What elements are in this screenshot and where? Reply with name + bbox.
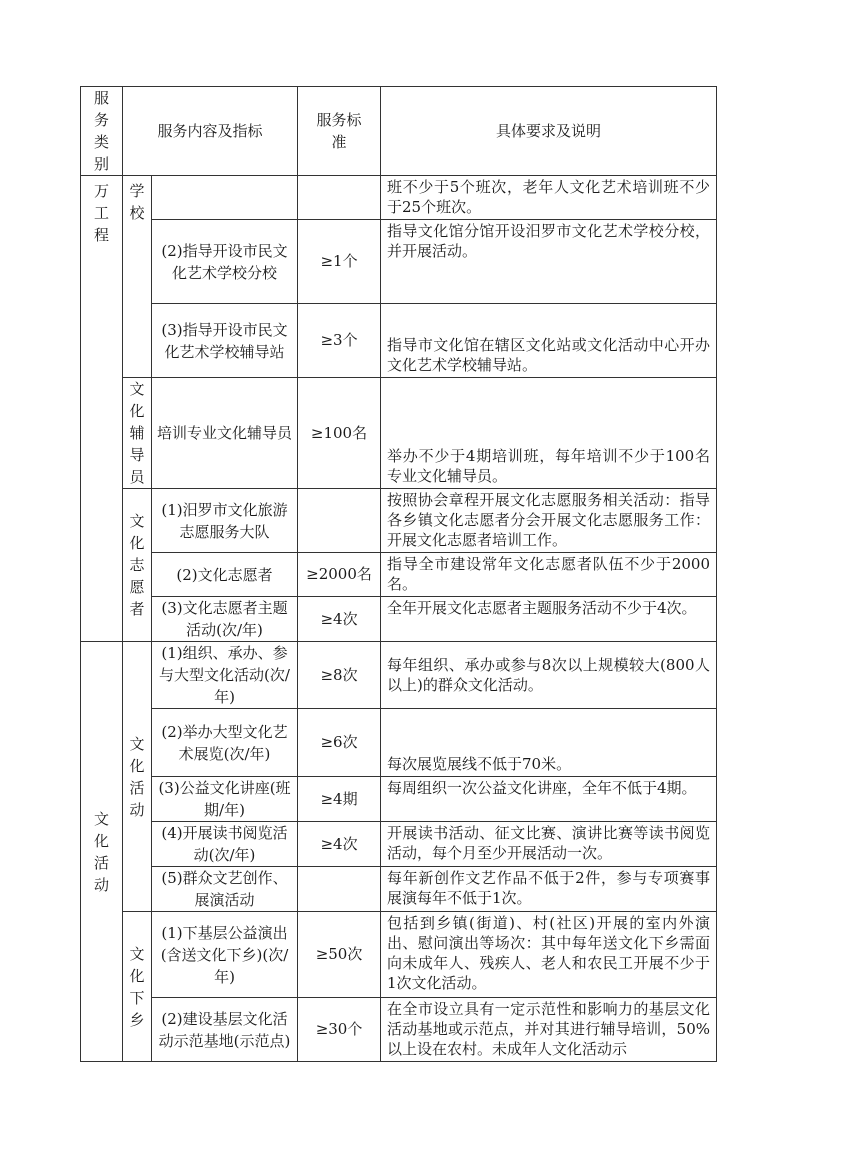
row-standard: ≥100名	[298, 378, 381, 489]
row-requirement: 每周组织一次公益文化讲座，全年不低于4期。	[381, 777, 717, 822]
row-standard: ≥4次	[298, 822, 381, 867]
row-content	[152, 176, 298, 220]
table-row	[81, 489, 717, 553]
table-row	[81, 777, 717, 822]
header-standard: 服务标准	[298, 87, 381, 176]
row-standard: ≥4期	[298, 777, 381, 822]
header-row	[81, 87, 717, 176]
header-content: 服务内容及指标	[123, 87, 298, 176]
row-requirement: 每年组织、承办或参与8次以上规模较大(800人以上)的群众文化活动。	[381, 642, 717, 709]
row-requirement: 指导市文化馆在辖区文化站或文化活动中心开办文化艺术学校辅导站。	[381, 304, 717, 378]
row-standard: ≥2000名	[298, 553, 381, 597]
row-requirement: 举办不少于4期培训班，每年培训不少于100名专业文化辅导员。	[381, 378, 717, 489]
row-requirement: 每次展览展线不低于70米。	[381, 709, 717, 777]
table-row	[81, 642, 717, 709]
row-content: (2)文化志愿者	[152, 553, 298, 597]
row-standard: ≥30个	[298, 998, 381, 1062]
row-requirement: 全年开展文化志愿者主题服务活动不少于4次。	[381, 597, 717, 642]
row-content: 培训专业文化辅导员	[152, 378, 298, 489]
row-requirement: 每年新创作文艺作品不低于2件，参与专项赛事展演每年不低于1次。	[381, 867, 717, 912]
row-standard: ≥1个	[298, 220, 381, 304]
category-activities: 文化活动	[81, 642, 123, 1062]
row-standard: ≥8次	[298, 642, 381, 709]
row-content: (1)汨罗市文化旅游志愿服务大队	[152, 489, 298, 553]
row-content: (3)公益文化讲座(班期/年)	[152, 777, 298, 822]
header-requirement: 具体要求及说明	[381, 87, 717, 176]
table-row	[81, 553, 717, 597]
row-content: (3)指导开设市民文化艺术学校辅导站	[152, 304, 298, 378]
row-requirement: 在全市设立具有一定示范性和影响力的基层文化活动基地或示范点，并对其进行辅导培训，50%以上设在农村。未成年人文化活动示	[381, 998, 717, 1062]
row-standard: ≥4次	[298, 597, 381, 642]
table-row	[81, 822, 717, 867]
row-standard: ≥3个	[298, 304, 381, 378]
header-category: 服务类别	[81, 87, 123, 176]
row-content: (1)组织、承办、参与大型文化活动(次/年)	[152, 642, 298, 709]
table-row	[81, 378, 717, 489]
row-requirement: 按照协会章程开展文化志愿服务相关活动：指导各乡镇文化志愿者分会开展文化志愿服务工作：开展文化志愿者培训工作。	[381, 489, 717, 553]
subcategory-volunteer: 文化志愿者	[123, 489, 152, 642]
table-row	[81, 597, 717, 642]
row-requirement: 指导文化馆分馆开设汨罗市文化艺术学校分校，并开展活动。	[381, 220, 717, 304]
table-row	[81, 304, 717, 378]
table-row	[81, 709, 717, 777]
table-row	[81, 998, 717, 1062]
row-requirement: 指导全市建设常年文化志愿者队伍不少于2000名。	[381, 553, 717, 597]
subcategory-tutor: 文化辅导员	[123, 378, 152, 489]
table-row	[81, 220, 717, 304]
row-content: (4)开展读书阅览活动(次/年)	[152, 822, 298, 867]
row-content: (2)举办大型文化艺术展览(次/年)	[152, 709, 298, 777]
row-standard	[298, 176, 381, 220]
service-table	[80, 86, 717, 1062]
row-standard: ≥50次	[298, 912, 381, 998]
row-requirement: 包括到乡镇(街道)、村(社区)开展的室内外演出、慰问演出等场次：其中每年送文化下乡需面向未成年人、残疾人、老人和农民工开展不少于1次文化活动。	[381, 912, 717, 998]
category-wan: 万工程	[81, 176, 123, 642]
subcategory-activities: 文化活动	[123, 642, 152, 912]
row-content: (2)指导开设市民文化艺术学校分校	[152, 220, 298, 304]
row-content: (1)下基层公益演出(含送文化下乡)(次/年)	[152, 912, 298, 998]
row-content: (5)群众文艺创作、展演活动	[152, 867, 298, 912]
table-row	[81, 176, 717, 220]
row-content: (3)文化志愿者主题活动(次/年)	[152, 597, 298, 642]
row-requirement: 班不少于5个班次，老年人文化艺术培训班不少于25个班次。	[381, 176, 717, 220]
row-requirement: 开展读书活动、征文比赛、演讲比赛等读书阅览活动，每个月至少开展活动一次。	[381, 822, 717, 867]
row-standard	[298, 867, 381, 912]
subcategory-countryside: 文化下乡	[123, 912, 152, 1062]
row-standard	[298, 489, 381, 553]
row-standard: ≥6次	[298, 709, 381, 777]
table-row	[81, 867, 717, 912]
table-row	[81, 912, 717, 998]
subcategory-school: 学校	[123, 176, 152, 378]
row-content: (2)建设基层文化活动示范基地(示范点)	[152, 998, 298, 1062]
